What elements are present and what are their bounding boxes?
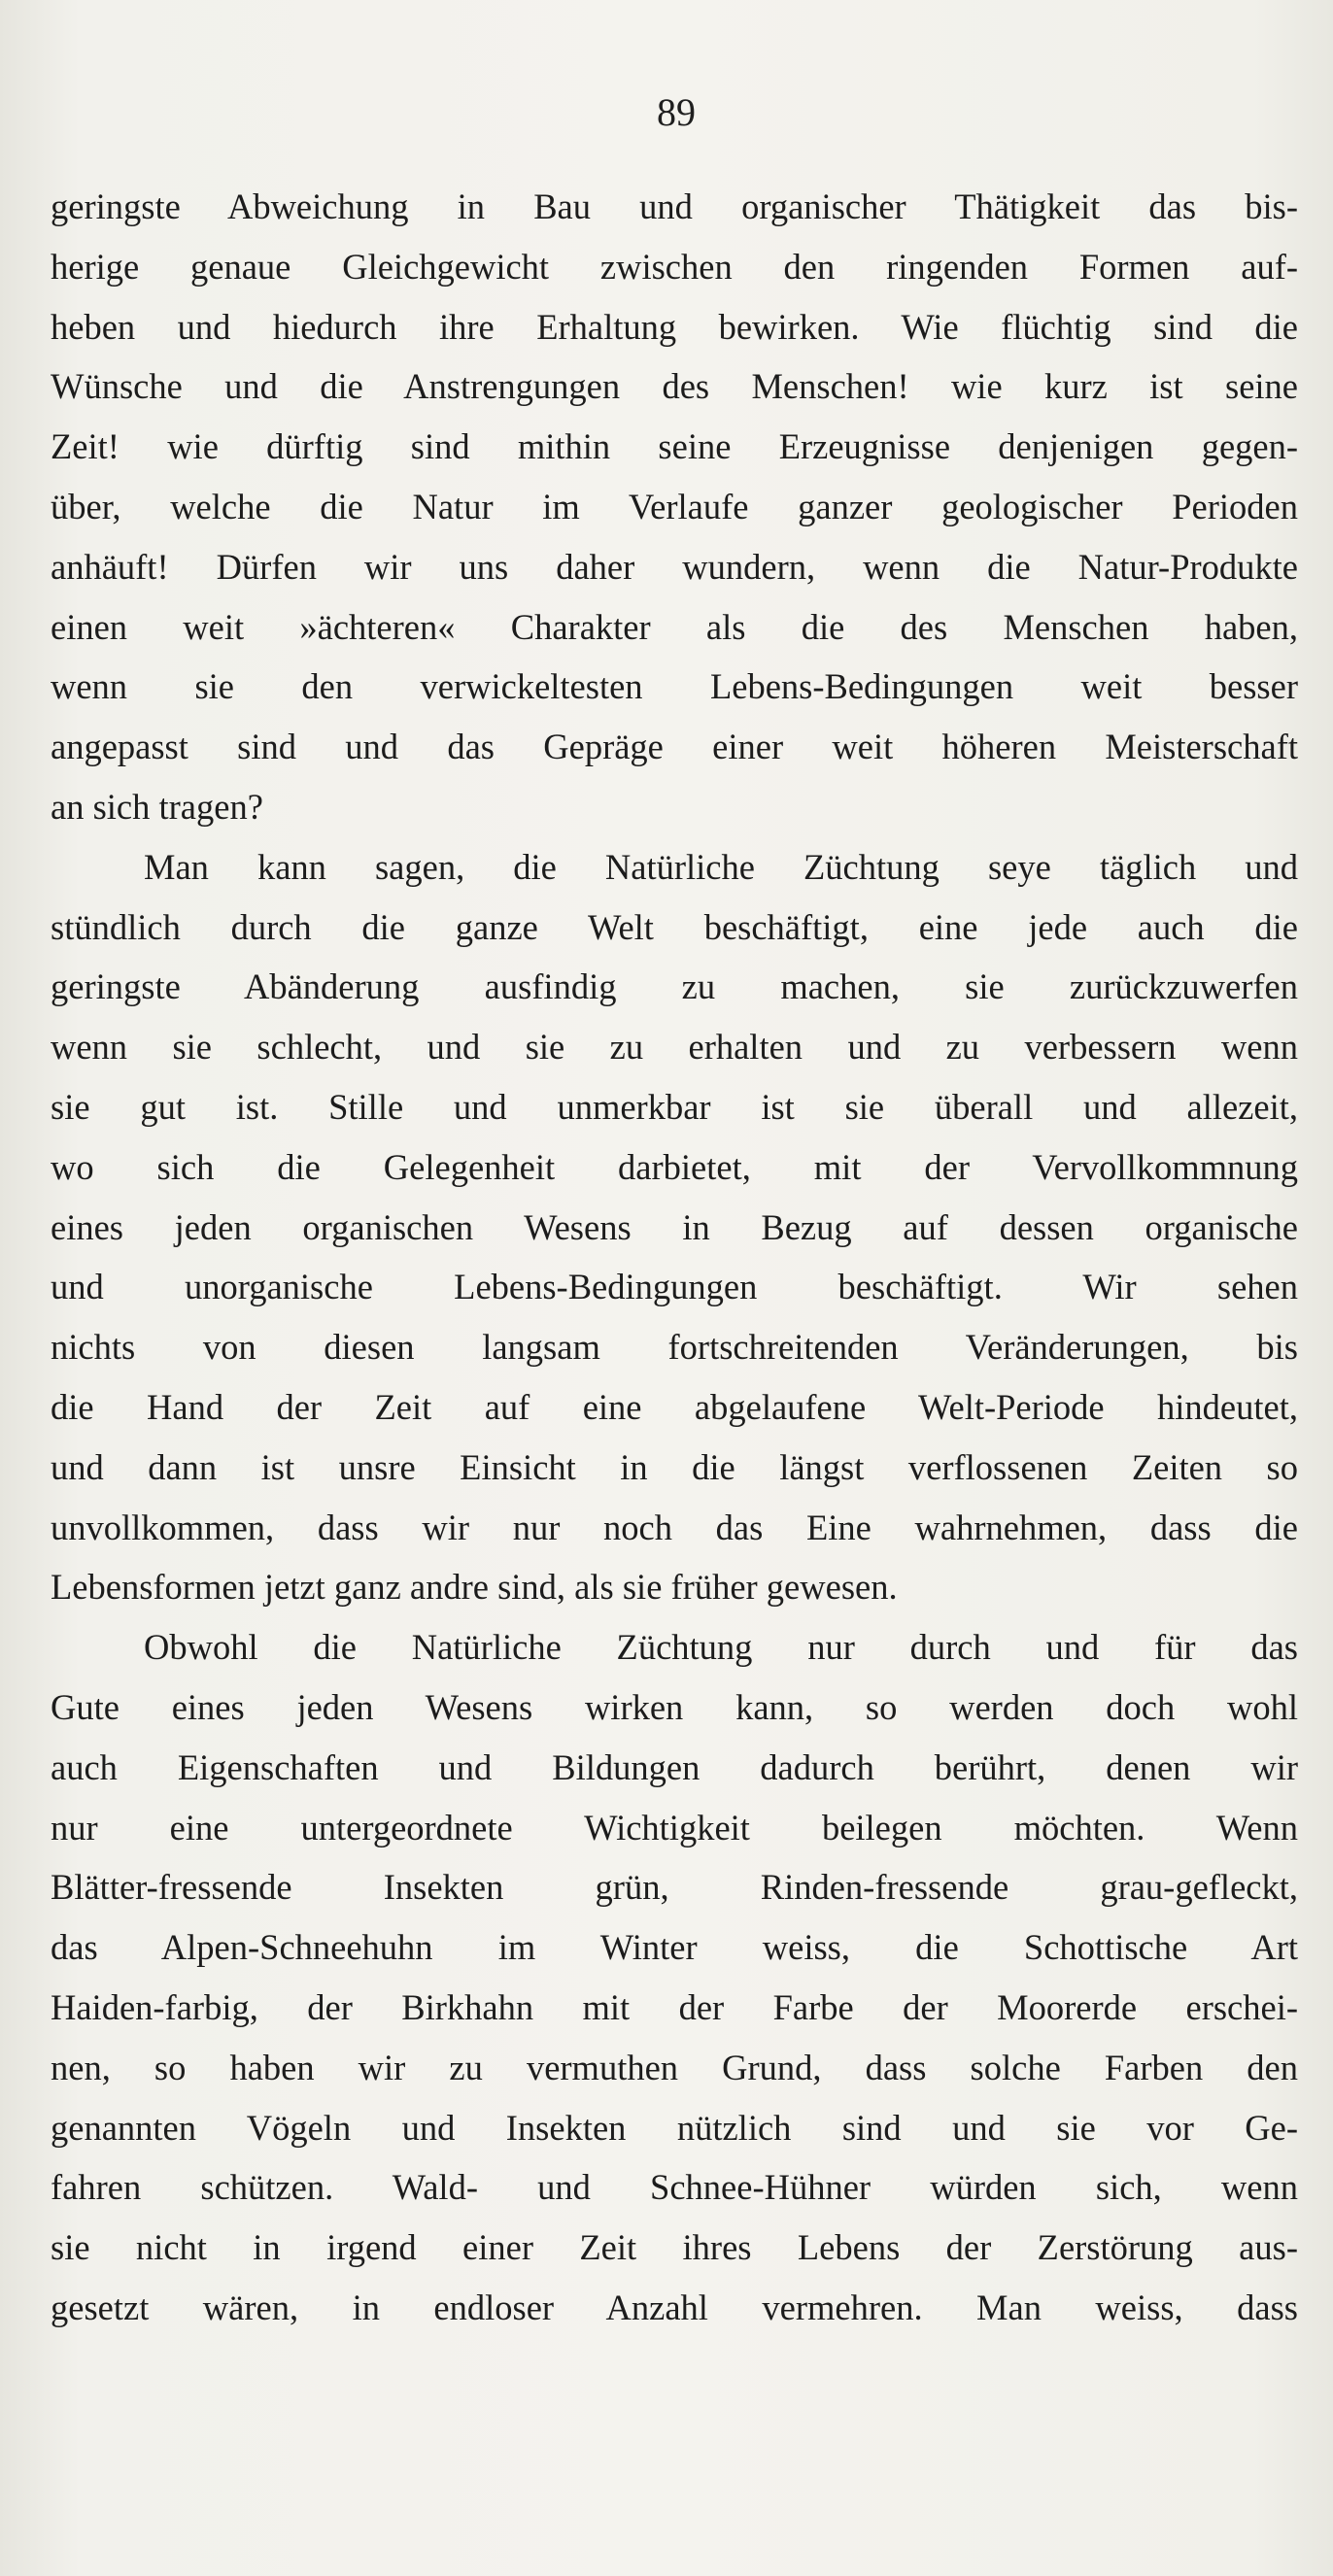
text-line: sie nicht in irgend einer Zeit ihres Lebens der Zerstörung aus- (51, 2227, 1298, 2268)
text-line: fahren schützen. Wald- und Schnee-Hühner würden sich, wenn (51, 2167, 1298, 2208)
text-line: angepasst sind und das Gepräge einer weit höheren Meisterschaft (51, 727, 1298, 767)
page-number: 89 (657, 90, 696, 134)
text-line: Gute eines jeden Wesens wirken kann, so werden doch wohl (51, 1686, 1298, 1727)
text-line: einen weit »ächteren« Charakter als die des Menschen haben, (51, 606, 1298, 647)
text-line: genannten Vögeln und Insekten nützlich sind und sie vor Ge- (51, 2107, 1298, 2148)
text-line: Obwohl die Natürliche Züchtung nur durch und für das (144, 1627, 1298, 1668)
body-text (51, 177, 1298, 2338)
text-line: und unorganische Lebens-Bedingungen beschäftigt. Wir sehen (51, 1267, 1298, 1307)
text-line: nur eine untergeordnete Wichtigkeit beilegen möchten. Wenn (51, 1807, 1298, 1847)
text-line: wo sich die Gelegenheit darbietet, mit der Vervollkommnung (51, 1146, 1298, 1187)
text-line: und dann ist unsre Einsicht in die längst verflossenen Zeiten so (51, 1446, 1298, 1487)
text-line: sie gut ist. Stille und unmerkbar ist sie überall und allezeit, (51, 1086, 1298, 1127)
text-line: auch Eigenschaften und Bildungen dadurch berührt, denen wir (51, 1746, 1298, 1787)
text-line: Blätter-fressende Insekten grün, Rinden-fressende grau-gefleckt, (51, 1867, 1298, 1908)
text-line: Man kann sagen, die Natürliche Züchtung seye täglich und (144, 846, 1298, 887)
text-line: unvollkommen, dass wir nur noch das Eine wahrnehmen, dass die (51, 1507, 1298, 1547)
text-line: heben und hiedurch ihre Erhaltung bewirken. Wie flüchtig sind die (51, 306, 1298, 347)
text-line: Lebensformen jetzt ganz andre sind, als sie früher gewesen. (51, 1567, 898, 1608)
text-line: über, welche die Natur im Verlaufe ganzer geologischer Perioden (51, 486, 1298, 526)
text-line: geringste Abänderung ausfindig zu machen, sie zurückzuwerfen (51, 966, 1298, 1007)
text-line: gesetzt wären, in endloser Anzahl vermehren. Man weiss, dass (51, 2287, 1298, 2327)
text-line: Haiden-farbig, der Birkhahn mit der Farbe der Moorerde erschei- (51, 1986, 1298, 2027)
text-line: nen, so haben wir zu vermuthen Grund, dass solche Farben den (51, 2047, 1298, 2087)
text-line: Wünsche und die Anstrengungen des Menschen! wie kurz ist seine (51, 366, 1298, 407)
text-line: geringste Abweichung in Bau und organischer Thätigkeit das bis- (51, 186, 1298, 226)
text-line: stündlich durch die ganze Welt beschäftigt, eine jede auch die (51, 906, 1298, 947)
text-line: wenn sie den verwickeltesten Lebens-Bedingungen weit besser (51, 666, 1298, 707)
text-line: wenn sie schlecht, und sie zu erhalten und zu verbessern wenn (51, 1027, 1298, 1068)
text-line: an sich tragen? (51, 786, 263, 827)
text-line: eines jeden organischen Wesens in Bezug auf dessen organische (51, 1206, 1298, 1247)
text-line: die Hand der Zeit auf eine abgelaufene Welt-Periode hindeutet, (51, 1386, 1298, 1427)
text-line: Zeit! wie dürftig sind mithin seine Erzeugnisse denjenigen gegen- (51, 426, 1298, 467)
text-line: das Alpen-Schneehuhn im Winter weiss, die Schottische Art (51, 1927, 1298, 1968)
text-line: anhäuft! Dürfen wir uns daher wundern, wenn die Natur-Produkte (51, 546, 1298, 587)
text-line: nichts von diesen langsam fortschreitenden Veränderungen, bis (51, 1327, 1298, 1368)
text-line: herige genaue Gleichgewicht zwischen den ringenden Formen auf- (51, 246, 1298, 287)
